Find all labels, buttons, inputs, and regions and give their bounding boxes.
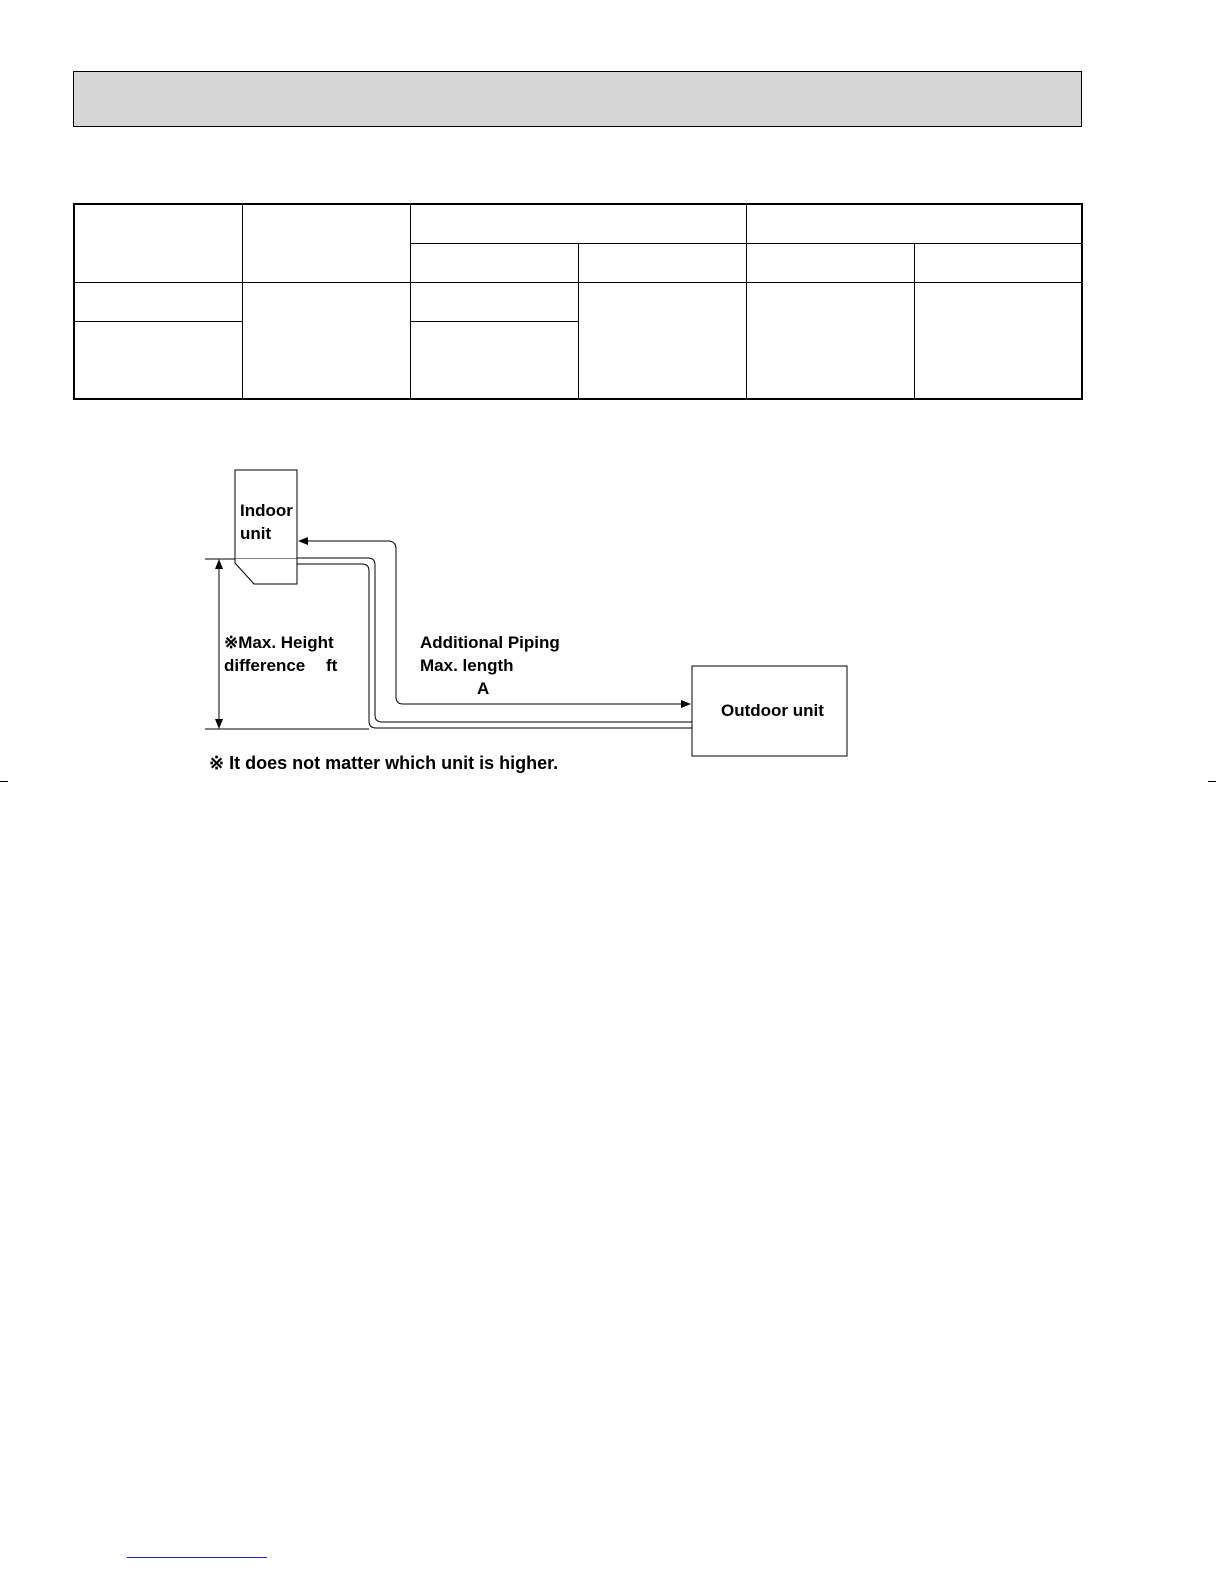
piping-label-line3: A [477, 679, 490, 698]
piping-label-line1: Additional Piping [420, 633, 560, 652]
height-unit-label: ft [326, 656, 338, 675]
footer-link-underline[interactable] [127, 1557, 267, 1558]
crop-mark-left [0, 781, 8, 782]
crop-mark-right [1208, 781, 1216, 782]
diagram-note: ※ It does not matter which unit is higher. [209, 753, 559, 773]
indoor-unit-label-line2: unit [240, 524, 272, 543]
height-arrow-top [215, 559, 223, 569]
height-arrow-bottom [215, 719, 223, 729]
height-label-line1: ※Max. Height [224, 633, 334, 652]
indoor-unit-label-line1: Indoor [240, 501, 293, 520]
outdoor-unit-label: Outdoor unit [721, 701, 824, 720]
piping-length-arrow [388, 541, 690, 704]
piping-label-line2: Max. length [420, 656, 514, 675]
piping-arrow-start [298, 537, 388, 545]
height-label-line2: difference [224, 656, 306, 675]
